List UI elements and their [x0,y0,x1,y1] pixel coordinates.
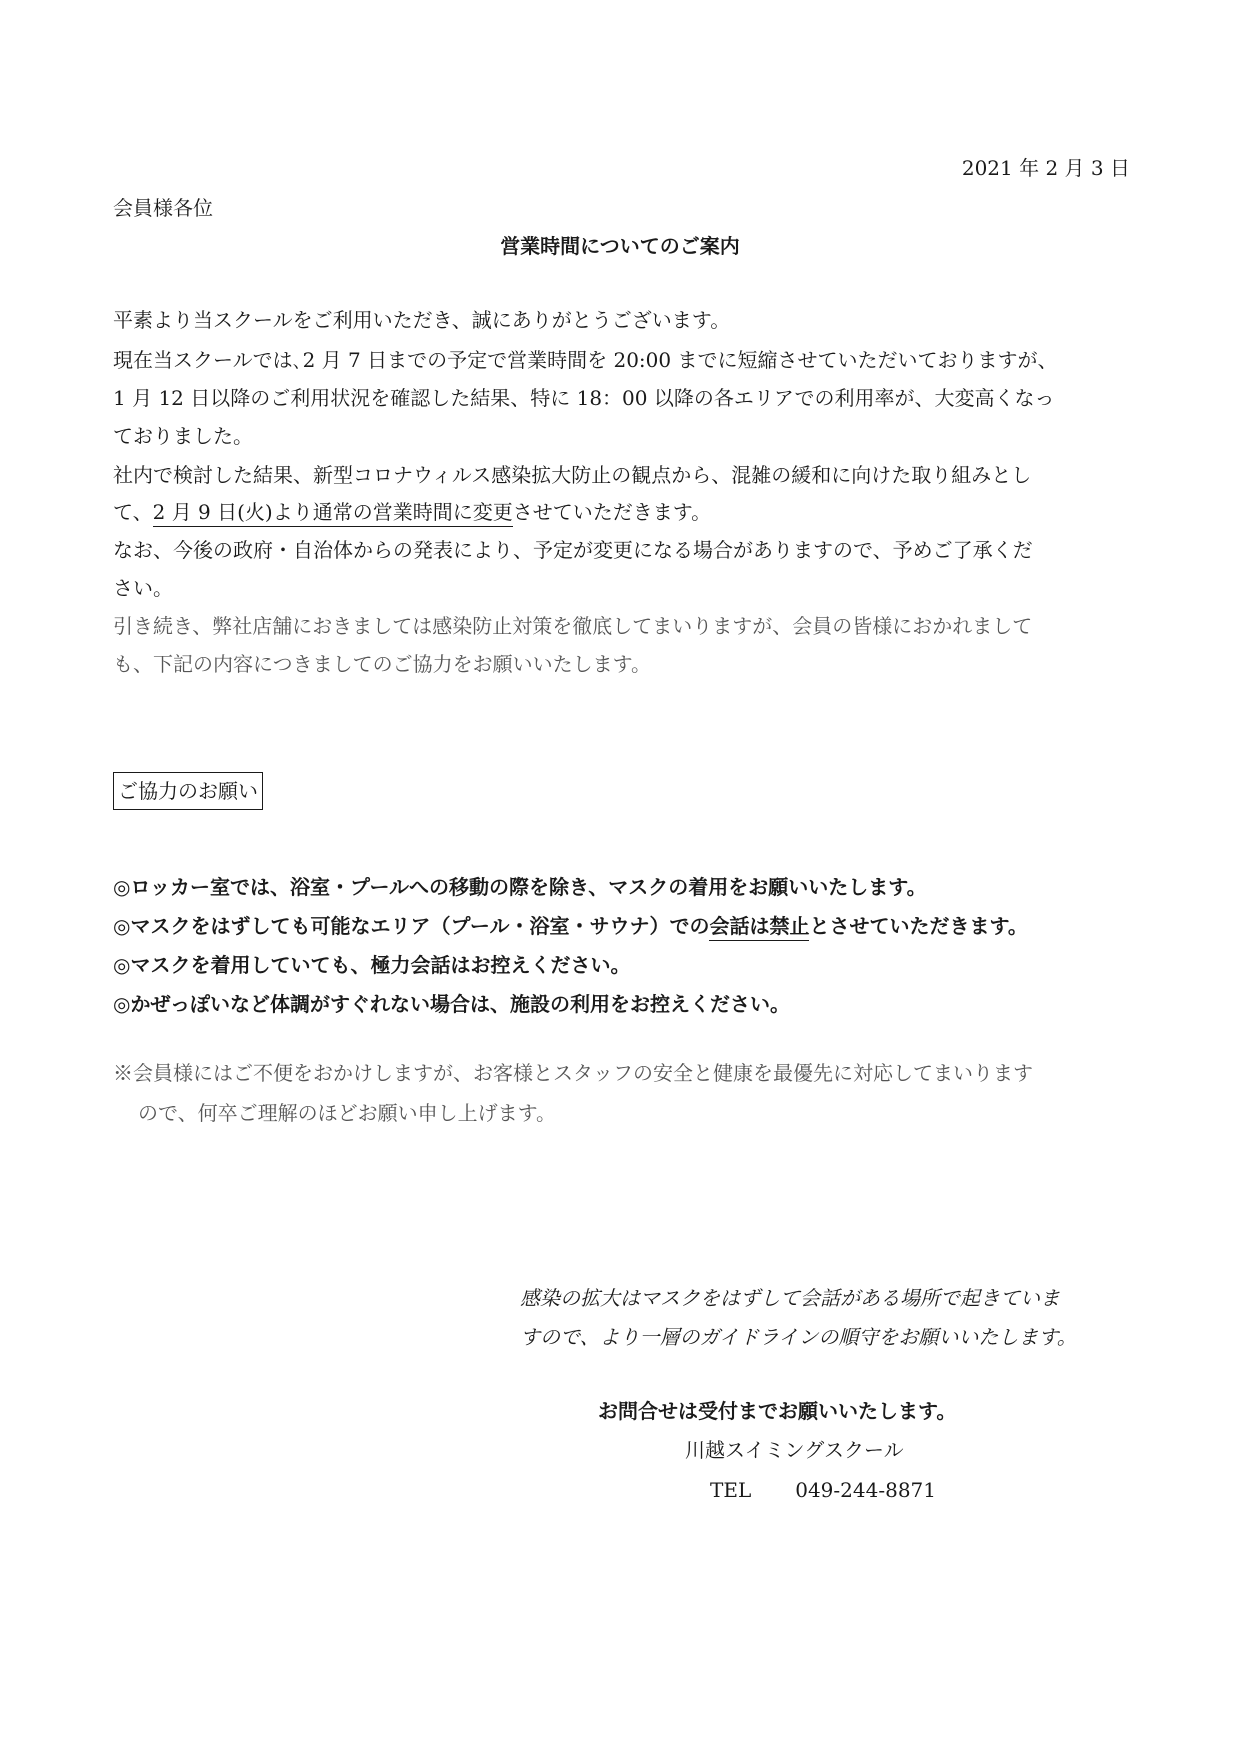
underlined-conversation-ban: 会話は禁止 [709,914,809,941]
request-item-2 [113,916,1028,936]
body-paragraph-4-line-2: さい。 [113,576,173,600]
tel-line [710,1480,936,1500]
body-paragraph-3-line-2 [113,502,711,522]
body-paragraph-5-line-2: も、下記の内容につきましてのご協力をお願いいたします。 [113,652,651,676]
closing-italic-line-2: すので、より一層のガイドラインの順守をお願いいたします。 [520,1325,1077,1349]
document-title: 営業時間についてのご案内 [500,234,740,258]
contact-line: お問合せは受付までお願いいたします。 [598,1399,957,1423]
body-paragraph-2-line-1: 現在当スクールでは､2 月 7 日までの予定で営業時間を 20:00 までに短縮させていただいておりますが、 [113,348,1058,372]
body-paragraph-3-line-1: 社内で検討した結果、新型コロナウィルス感染拡大防止の観点から、混雑の緩和に向けた取り組みとし [113,463,1032,487]
document-date: 2021 年 2 月 3 日 [961,156,1130,180]
request-item-3: ◎マスクを着用していても、極力会話はお控えください。 [113,953,631,977]
note-line-1: ※会員様にはご不便をおかけしますが、お客様とスタッフの安全と健康を最優先に対応してまいります [113,1061,1033,1085]
school-name: 川越スイミングスクール [685,1438,904,1462]
salutation: 会員様各位 [113,196,213,220]
text-segment: て、 [113,500,153,524]
request-item-4: ◎かぜっぽいなど体調がすぐれない場合は、施設の利用をお控えください。 [113,992,791,1016]
body-paragraph-2-line-2: 1 月 12 日以降のご利用状況を確認した結果、特に 18：00 以降の各エリアでの利用率が、大変高くなっ [113,386,1055,410]
underlined-change-date: 2 月 9 日(火)より通常の営業時間に変更 [153,500,513,527]
tel-label: TEL [710,1478,752,1502]
request-item-1: ◎ロッカー室では、浴室・プールへの移動の際を除き、マスクの着用をお願いいたします。 [113,875,927,899]
body-paragraph-2-line-3: ておりました。 [113,424,253,448]
request-box-title: ご協力のお願い [113,772,263,810]
text-segment: とさせていただきます。 [809,914,1028,938]
note-line-2: ので、何卒ご理解のほどお願い申し上げます。 [138,1101,556,1125]
body-paragraph-5-line-1: 引き続き、弊社店舗におきましては感染防止対策を徹底してまいりますが、会員の皆様におかれまして [113,614,1033,638]
closing-italic-line-1: 感染の拡大はマスクをはずして会話がある場所で起きていま [520,1286,1060,1310]
text-segment: ◎マスクをはずしても可能なエリア（プール・浴室・サウナ）での [113,914,710,938]
body-paragraph-4-line-1: なお、今後の政府・自治体からの発表により、予定が変更になる場合がありますので、予めご了承くだ [113,538,1033,562]
tel-number: 049-244-8871 [795,1478,936,1502]
text-segment: させていただきます。 [512,500,712,524]
body-paragraph-1: 平素より当スクールをご利用いただき、誠にありがとうございます。 [113,308,731,332]
